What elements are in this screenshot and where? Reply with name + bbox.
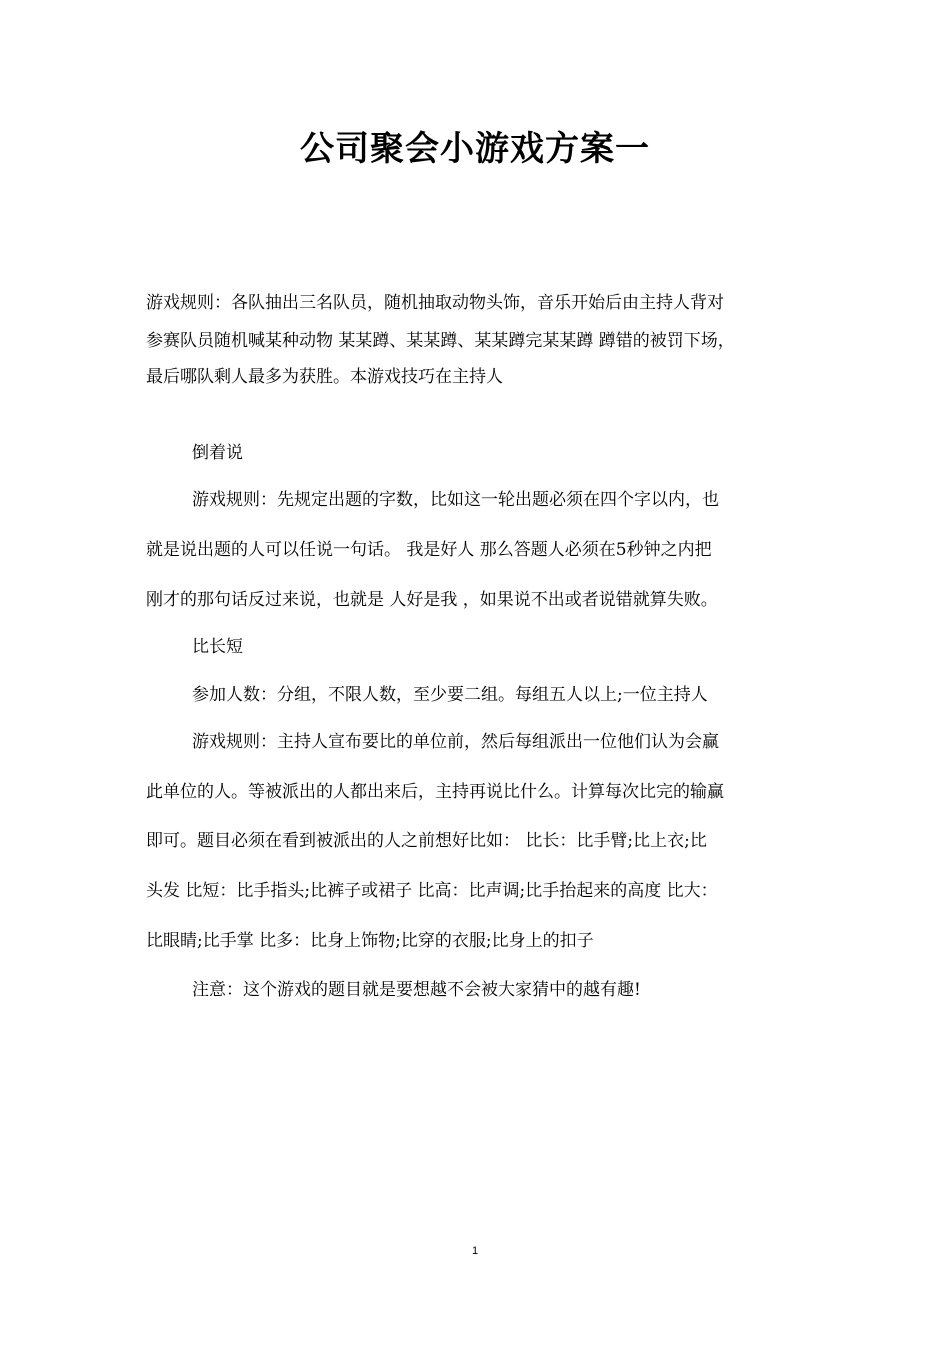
paragraph-line: 游戏规则：主持人宣布要比的单位前，然后每组派出一位他们认为会赢 xyxy=(192,732,719,752)
paragraph-line: 此单位的人。等被派出的人都出来后，主持再说比什么。计算每次比完的输赢 xyxy=(146,782,724,802)
section-heading: 比长短 xyxy=(192,637,243,657)
participants-line: 参加人数：分组，不限人数，至少要二组。每组五人以上;一位主持人 xyxy=(192,685,708,705)
paragraph-line: 参赛队员随机喊某种动物 某某蹲、某某蹲、某某蹲完某某蹲 蹲错的被罚下场， xyxy=(146,331,735,351)
document-title: 公司聚会小游戏方案一 xyxy=(300,129,650,169)
paragraph-line: 刚才的那句话反过来说，也就是 人好是我 ，如果说不出或者说错就算失败。 xyxy=(146,590,718,610)
paragraph-line: 最后哪队剩人最多为获胜。本游戏技巧在主持人 xyxy=(146,367,503,387)
page-number: 1 xyxy=(471,1245,479,1257)
paragraph-line: 即可。题目必须在看到被派出的人之前想好比如： 比长：比手臂;比上衣;比 xyxy=(146,831,707,851)
section-heading: 倒着说 xyxy=(192,443,243,463)
paragraph-line: 头发 比短：比手指头;比裤子或裙子 比高：比声调;比手抬起来的高度 比大： xyxy=(146,881,718,901)
paragraph-line: 游戏规则：各队抽出三名队员，随机抽取动物头饰，音乐开始后由主持人背对 xyxy=(146,293,724,313)
paragraph-line: 游戏规则：先规定出题的字数，比如这一轮出题必须在四个字以内，也 xyxy=(192,490,719,510)
paragraph-line: 比眼睛;比手掌 比多：比身上饰物;比穿的衣服;比身上的扣子 xyxy=(146,931,594,951)
note-line: 注意：这个游戏的题目就是要想越不会被大家猜中的越有趣! xyxy=(192,980,641,1000)
paragraph-line: 就是说出题的人可以任说一句话。 我是好人 那么答题人必须在5秒钟之内把 xyxy=(146,540,712,560)
